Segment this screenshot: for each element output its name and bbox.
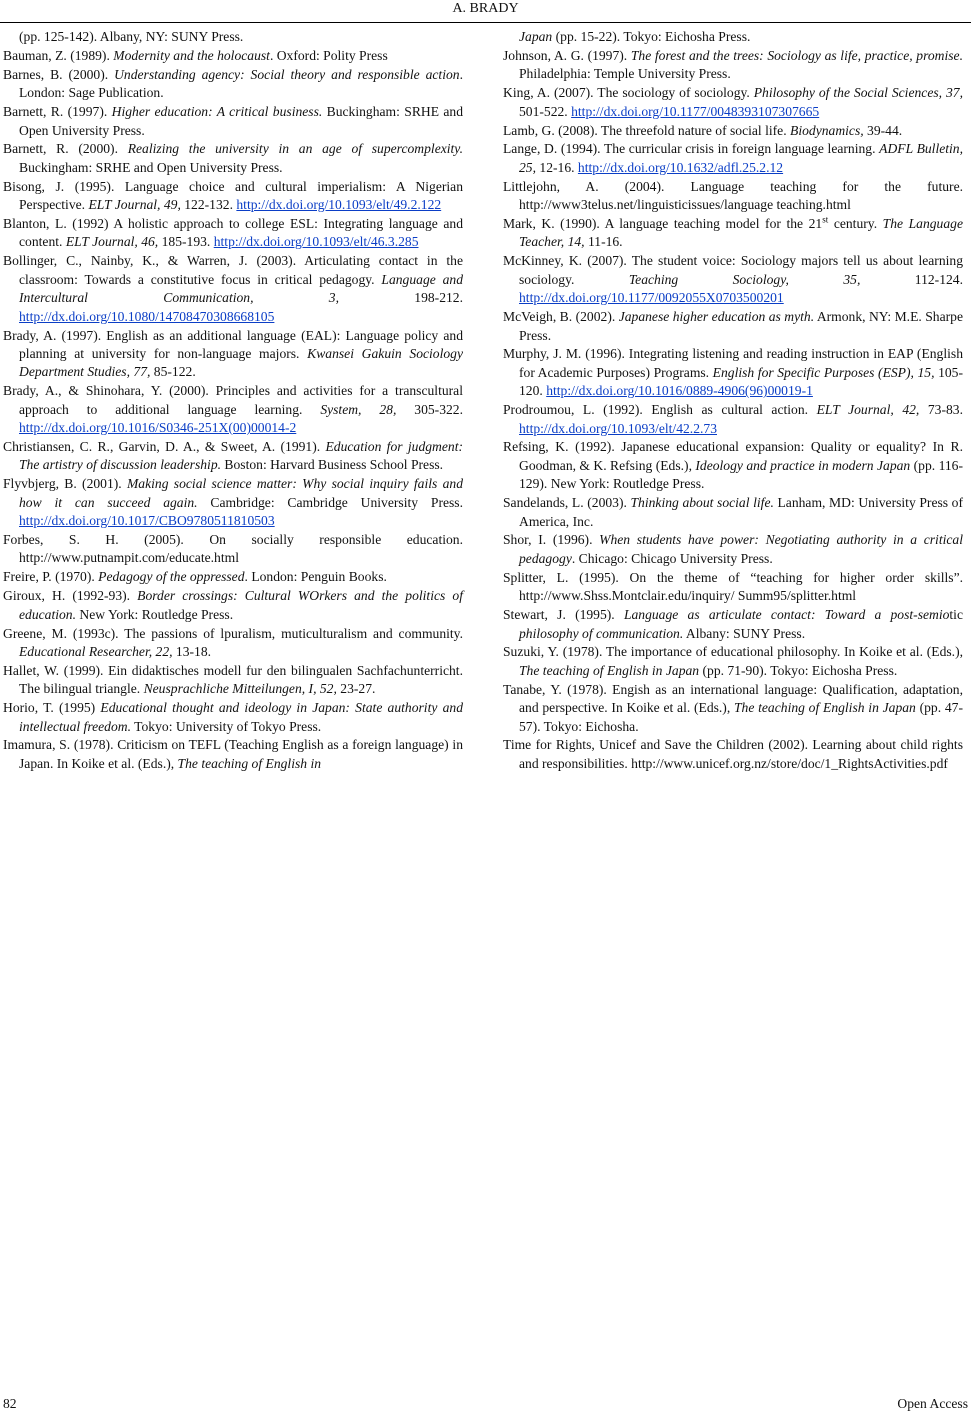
reference-entry bbox=[3, 625, 463, 662]
reference-text: Brady, A., & Shinohara, Y. (2000). Principles and activities for a transcultural approach to additional language learning. bbox=[3, 383, 463, 417]
reference-continuation bbox=[3, 28, 463, 46]
reference-italic: Making social science matter: Why social inquiry fails and how it can succeed again. bbox=[19, 476, 463, 510]
reference-italic: Japan bbox=[519, 29, 553, 44]
reference-entry bbox=[503, 531, 963, 568]
reference-text: Boston: Harvard Business School Press. bbox=[221, 457, 444, 473]
reference-text: Forbes, S. H. (2005). On socially responsible education. bbox=[3, 531, 463, 547]
reference-text: Littlejohn, A. (2004). Language teaching for the future. bbox=[503, 178, 963, 194]
reference-entry bbox=[503, 178, 963, 215]
reference-text: (pp. 116-129). New York: Routledge Press. bbox=[519, 457, 963, 492]
reference-text: 185-193. bbox=[158, 234, 214, 250]
reference-text: 112-124. bbox=[860, 271, 963, 287]
reference-entry bbox=[503, 84, 963, 121]
reference-text: (pp. 47-57). Tokyo: Eichosha. bbox=[519, 700, 964, 734]
reference-entry bbox=[3, 587, 463, 624]
reference-text: (pp. 125-142). Albany, NY: SUNY Press. bbox=[19, 29, 244, 44]
reference-text: Giroux, H. (1992-93). bbox=[3, 588, 138, 604]
reference-entry bbox=[503, 438, 963, 493]
reference-entry bbox=[503, 47, 963, 84]
reference-text: Bollinger, C., Nainby, K., & Warren, J. (2003). Articulating contact in the classroom: Towards a constitutive focus in critical pedagogy. bbox=[3, 253, 463, 287]
reference-italic: Educational thought and ideology in Japan: State authority and intellectual freedom. bbox=[19, 700, 463, 734]
reference-entry bbox=[503, 736, 963, 773]
reference-text: 23-27. bbox=[336, 681, 376, 697]
reference-italic: Thinking about social life. bbox=[630, 495, 774, 511]
reference-text: Freire, P. (1970). bbox=[3, 569, 99, 585]
reference-text: 39-44. bbox=[863, 122, 903, 138]
reference-entry bbox=[3, 66, 463, 103]
reference-text: . London: Sage Publication. bbox=[19, 66, 463, 101]
reference-text: 305-322. bbox=[396, 401, 463, 417]
reference-entry bbox=[3, 140, 463, 177]
doi-link[interactable]: http://dx.doi.org/10.1632/adfl.25.2.12 bbox=[577, 159, 784, 175]
reference-italic: The forest and the trees: Sociology as life, practice, promise. bbox=[630, 47, 963, 63]
reference-text: Horio, T. (1995) bbox=[3, 700, 101, 716]
reference-text: Barnett, R. (1997). bbox=[3, 104, 112, 120]
reference-text: McVeigh, B. (2002). bbox=[503, 309, 619, 325]
reference-italic: Kwansei Gakuin Sociology Department Studies, 77, bbox=[19, 345, 463, 380]
reference-italic: ELT Journal, 49, bbox=[88, 197, 181, 213]
reference-italic: Educational Researcher, 22, bbox=[19, 643, 173, 659]
reference-text: Albany: SUNY Press. bbox=[683, 625, 806, 641]
reference-text: 12-16. bbox=[536, 159, 578, 175]
reference-text: Armonk, NY: M.E. Sharpe Press. bbox=[519, 309, 963, 343]
reference-entry bbox=[503, 308, 963, 345]
reference-text: 13-18. bbox=[172, 643, 212, 659]
reference-italic: Ideology and practice in modern Japan bbox=[695, 457, 911, 473]
reference-italic: The teaching of English in Japan bbox=[519, 662, 700, 678]
reference-text: Greene, M. (1993c). The passions of lpuralism, muticulturalism and community. bbox=[3, 625, 463, 641]
reference-italic: ADFL Bulletin, 25, bbox=[519, 141, 963, 175]
reference-italic: Modernity and the holocaust bbox=[113, 47, 270, 63]
reference-italic: Border crossings: Cultural WOrkers and the politics of education. bbox=[19, 588, 463, 622]
reference-italic: Realizing the university in an age of supercomplexity. bbox=[127, 141, 463, 157]
reference-text: Lanham, MD: University Press of America, Inc. bbox=[519, 495, 963, 529]
reference-entry bbox=[3, 178, 463, 215]
references-left-column bbox=[3, 28, 463, 774]
reference-text: Refsing, K. (1992). Japanese educational expansion: Quality or equality? In R. Goodman, & K. Refsing (Eds.), bbox=[503, 439, 963, 473]
reference-entry bbox=[503, 494, 963, 531]
reference-text: Lange, D. (1994). The curricular crisis in foreign language learning. bbox=[503, 141, 880, 157]
reference-text: Bisong, J. (1995). Language choice and cultural imperialism: A Nigerian Perspective. bbox=[3, 178, 463, 213]
reference-text: McKinney, K. (2007). The student voice: Sociology majors tell us about learning sociology. bbox=[503, 253, 963, 287]
reference-entry bbox=[3, 47, 463, 65]
doi-link[interactable]: http://dx.doi.org/10.1016/0889-4906(96)00019-1 bbox=[546, 383, 813, 399]
reference-italic: Higher education: A critical business. bbox=[111, 104, 323, 120]
reference-italic: Teaching Sociology, 35, bbox=[628, 271, 861, 287]
reference-url: http://www.Shss.Montclair.edu/inquiry/ Summ95/splitter.html bbox=[519, 588, 857, 604]
reference-entry bbox=[503, 643, 963, 680]
reference-text: Johnson, A. G. (1997). bbox=[503, 47, 631, 63]
reference-continuation bbox=[503, 28, 963, 46]
reference-text: New York: Routledge Press. bbox=[76, 606, 234, 622]
reference-text: century. bbox=[828, 216, 883, 232]
reference-entry bbox=[503, 215, 963, 252]
reference-text: Sandelands, L. (2003). bbox=[503, 495, 631, 511]
page-footer bbox=[3, 1396, 968, 1412]
reference-entry bbox=[3, 215, 463, 252]
reference-text: King, A. (2007). The sociology of sociology. bbox=[503, 85, 754, 101]
reference-text: Bauman, Z. (1989). bbox=[3, 47, 114, 63]
reference-text: Barnett, R. (2000). bbox=[3, 141, 128, 157]
reference-text: Suzuki, Y. (1978). The importance of educational philosophy. In Koike et al. (Eds.), bbox=[503, 644, 963, 660]
reference-entry bbox=[503, 681, 963, 736]
reference-text: tic bbox=[949, 607, 963, 623]
doi-link[interactable]: http://dx.doi.org/10.1177/0092055X0703500201 bbox=[519, 290, 784, 306]
doi-link[interactable]: http://dx.doi.org/10.1093/elt/46.3.285 bbox=[213, 234, 419, 250]
reference-text: (pp. 71-90). Tokyo: Eichosha Press. bbox=[699, 662, 898, 678]
reference-italic: ELT Journal, 42, bbox=[816, 402, 920, 418]
reference-italic: The Language Teacher, 14, bbox=[519, 216, 963, 250]
reference-italic: ELT Journal, 46, bbox=[65, 234, 159, 250]
reference-italic: Japanese higher education as myth. bbox=[618, 309, 815, 325]
reference-italic: The teaching of English in Japan bbox=[733, 700, 916, 716]
reference-text: 501-522. bbox=[519, 103, 572, 119]
reference-text: Buckingham: SRHE and Open University Press. bbox=[19, 159, 283, 175]
reference-text: Shor, I. (1996). bbox=[503, 532, 600, 548]
reference-text: Murphy, J. M. (1996). Integrating listening and reading instruction in EAP (English for Academic Purposes) Programs. bbox=[503, 346, 963, 380]
reference-text: Tokyo: University of Tokyo Press. bbox=[131, 718, 322, 734]
reference-entry bbox=[3, 252, 463, 326]
reference-italic: Philosophy of the Social Sciences, 37, bbox=[753, 85, 963, 101]
reference-italic: Language as articulate contact: Toward a post-semio bbox=[623, 607, 950, 623]
doi-link[interactable]: http://dx.doi.org/10.1080/14708470308668105 bbox=[19, 308, 275, 324]
reference-entry bbox=[503, 569, 963, 606]
reference-text: Lamb, G. (2008). The threefold nature of social life. bbox=[503, 122, 791, 138]
open-access-label: Open Access bbox=[897, 1396, 968, 1411]
reference-url: http://www.unicef.org.nz/store/doc/1_RightsActivities.pdf bbox=[631, 755, 948, 771]
reference-text: Tanabe, Y. (1978). Engish as an international language: Qualification, adaptation, and perspective. In Koike et al. (Eds.), bbox=[503, 681, 963, 716]
reference-text: Barnes, B. (2000). bbox=[3, 66, 115, 82]
reference-entry bbox=[3, 382, 463, 437]
reference-entry bbox=[3, 699, 463, 736]
references-right-column bbox=[503, 28, 963, 774]
reference-italic: Neusprachliche Mitteilungen, I, 52, bbox=[143, 681, 337, 697]
reference-entry bbox=[3, 475, 463, 530]
reference-entry bbox=[3, 327, 463, 382]
reference-italic: philosophy of communication. bbox=[519, 625, 684, 641]
reference-italic: System, 28, bbox=[320, 401, 397, 417]
reference-text: . London: Penguin Books. bbox=[244, 569, 387, 585]
reference-entry bbox=[503, 401, 963, 438]
reference-italic: Biodynamics, bbox=[790, 122, 864, 138]
reference-text: Blanton, L. (1992) A holistic approach to college ESL: Integrating language and content. bbox=[3, 216, 463, 250]
reference-text: Buckingham: SRHE and Open University Press. bbox=[19, 104, 463, 138]
reference-text: Stewart, J. (1995). bbox=[503, 607, 624, 623]
page-number: 82 bbox=[3, 1396, 17, 1411]
reference-text: Mark, K. (1990). A language teaching model for the 21 bbox=[503, 216, 823, 232]
reference-url: http://www.putnampit.com/educate.html bbox=[19, 550, 239, 566]
reference-text: 73-83. bbox=[919, 402, 963, 418]
reference-italic: Education for judgment: The artistry of discussion leadership. bbox=[19, 438, 463, 473]
running-header bbox=[0, 0, 971, 23]
reference-text: 85-122. bbox=[150, 364, 196, 380]
reference-entry bbox=[503, 345, 963, 400]
doi-link[interactable]: http://dx.doi.org/10.1093/elt/42.2.73 bbox=[519, 420, 717, 436]
reference-text: Cambridge: Cambridge University Press. bbox=[197, 494, 463, 510]
reference-entry bbox=[503, 140, 963, 177]
reference-italic: Language and Intercultural Communication, 3, bbox=[19, 271, 463, 306]
running-title: A. BRADY bbox=[452, 1, 519, 16]
doi-link[interactable]: http://dx.doi.org/10.1093/elt/49.2.122 bbox=[236, 197, 442, 213]
reference-text: 122-132. bbox=[180, 197, 237, 213]
reference-entry bbox=[3, 531, 463, 568]
reference-text: Philadelphia: Temple University Press. bbox=[519, 66, 731, 82]
reference-entry bbox=[3, 662, 463, 699]
reference-text: Hallet, W. (1999). Ein didaktisches modell fur den bilingualen Sachfachunterricht. The bilingual triangle. bbox=[3, 662, 463, 697]
reference-entry bbox=[503, 122, 963, 140]
reference-text: . Oxford: Polity Press bbox=[269, 47, 388, 63]
reference-entry bbox=[3, 736, 463, 773]
reference-text: Christiansen, C. R., Garvin, D. A., & Sweet, A. (1991). bbox=[3, 438, 326, 454]
reference-entry bbox=[3, 103, 463, 140]
reference-text: 11-16. bbox=[584, 234, 623, 250]
reference-entry bbox=[3, 568, 463, 586]
reference-text: Imamura, S. (1978). Criticism on TEFL (Teaching English as a foreign language) in Japan. In Koike et al. (Eds.), bbox=[3, 737, 463, 771]
reference-italic: Pedagogy of the oppressed bbox=[98, 569, 245, 585]
reference-text: 198-212. bbox=[339, 290, 464, 306]
reference-text: 105-120. bbox=[519, 364, 963, 399]
superscript: st bbox=[822, 214, 829, 225]
reference-text: Prodroumou, L. (1992). English as cultural action. bbox=[503, 402, 817, 418]
reference-entry bbox=[503, 252, 963, 307]
reference-italic: The teaching of English in bbox=[177, 755, 322, 771]
doi-link[interactable]: http://dx.doi.org/10.1016/S0346-251X(00)00014-2 bbox=[19, 420, 297, 436]
reference-italic: Understanding agency: Social theory and responsible action bbox=[114, 66, 460, 82]
reference-entry bbox=[503, 606, 963, 643]
reference-url: http://www3telus.net/linguisticissues/language teaching.html bbox=[519, 197, 851, 213]
reference-text: Splitter, L. (1995). On the theme of “teaching for higher order skills”. bbox=[503, 569, 963, 585]
reference-italic: English for Specific Purposes (ESP), 15, bbox=[712, 364, 935, 380]
reference-italic: When students have power: Negotiating authority in a critical pedagogy bbox=[519, 532, 963, 566]
reference-text: Flyvbjerg, B. (2001). bbox=[3, 476, 127, 492]
doi-link[interactable]: http://dx.doi.org/10.1017/CBO9780511810503 bbox=[19, 513, 275, 529]
doi-link[interactable]: http://dx.doi.org/10.1177/0048393107307665 bbox=[571, 103, 820, 119]
reference-text: (pp. 15-22). Tokyo: Eichosha Press. bbox=[552, 29, 751, 44]
reference-text: Time for Rights, Unicef and Save the Children (2002). Learning about child rights and responsibilities. bbox=[503, 737, 963, 771]
reference-entry bbox=[3, 438, 463, 475]
reference-text: Brady, A. (1997). English as an additional language (EAL): Language policy and planning at university for non-language majors. bbox=[3, 327, 463, 361]
reference-text: . Chicago: Chicago University Press. bbox=[571, 550, 773, 566]
